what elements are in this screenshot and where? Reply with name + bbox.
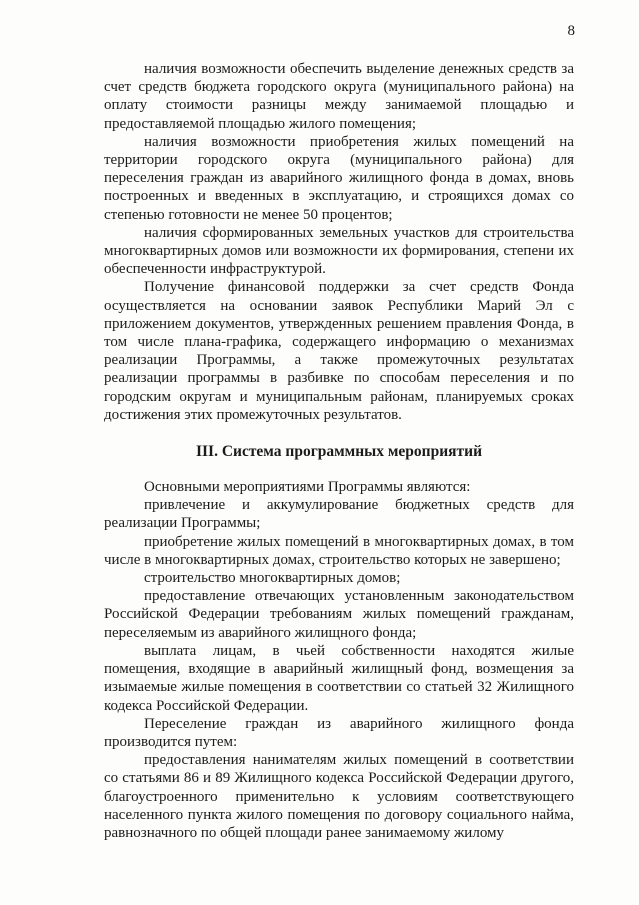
list-item: выплата лицам, в чьей собственности находятся жилые помещения, входящие в аварийный жилищный фонд, возмещения за изымаемые жилые помещения в соответствии со статьей 32 Жилищного кодекса Российской Федерации. [104, 642, 574, 714]
section-heading: III. Система программных мероприятий [195, 443, 483, 461]
paragraph: предоставления нанимателям жилых помещений в соответствии со статьями 86 и 89 Жилищного кодекса Российской Федерации другого, благоустроенного применительно к условиям соответствующего населенного пункта жилого помещения по договору социального найма, равнозначного по общей площади ранее занимаемому жилому [104, 752, 574, 841]
list-item: привлечение и аккумулирование бюджетных средств для реализации Программы; [104, 497, 574, 532]
list-item: строительство многоквартирных домов; [144, 570, 401, 587]
document-body [104, 60, 574, 842]
paragraph: наличия возможности обеспечить выделение денежных средств за счет средств бюджета городского округа (муниципального района) на оплату стоимости разницы между занимаемой площадью и предоставляемой площадью жилого помещения; [104, 61, 574, 132]
list-item: приобретение жилых помещений в многоквартирных домах, в том числе в многоквартирных домах, строительство которых не завершено; [104, 533, 574, 568]
paragraph: Переселение граждан из аварийного жилищного фонда производится путем: [104, 715, 574, 750]
paragraph: Основными мероприятиями Программы являются: [144, 479, 471, 496]
paragraph: наличия сформированных земельных участков для строительства многоквартирных домов или возможности их формирования, степени их обеспеченности инфраструктурой. [104, 224, 574, 278]
list-item: предоставление отвечающих установленным законодательством Российской Федерации требованиям жилых помещений гражданам, переселяемым из аварийного жилищного фонда; [104, 588, 574, 641]
paragraph: наличия возможности приобретения жилых помещений на территории городского округа (муниципального района) для переселения граждан из аварийного жилищного фонда в домах, вновь построенных и введенных в эксплуатацию, и строящихся домах со степенью готовности не менее 50 процентов; [104, 133, 574, 223]
paragraph: Получение финансовой поддержки за счет средств Фонда осуществляется на основании заявок Республики Марий Эл с приложением документов, утвержденных решением правления Фонда, в том числе плана-графика, содержащего информацию о механизмах реализации Программы, а также промежуточных результатах реализации программы в разбивке по способам переселения и по городским округам и муниципальным районам, планируемых сроках достижения этих промежуточных результатов. [104, 279, 574, 423]
page-number: 8 [567, 23, 575, 39]
